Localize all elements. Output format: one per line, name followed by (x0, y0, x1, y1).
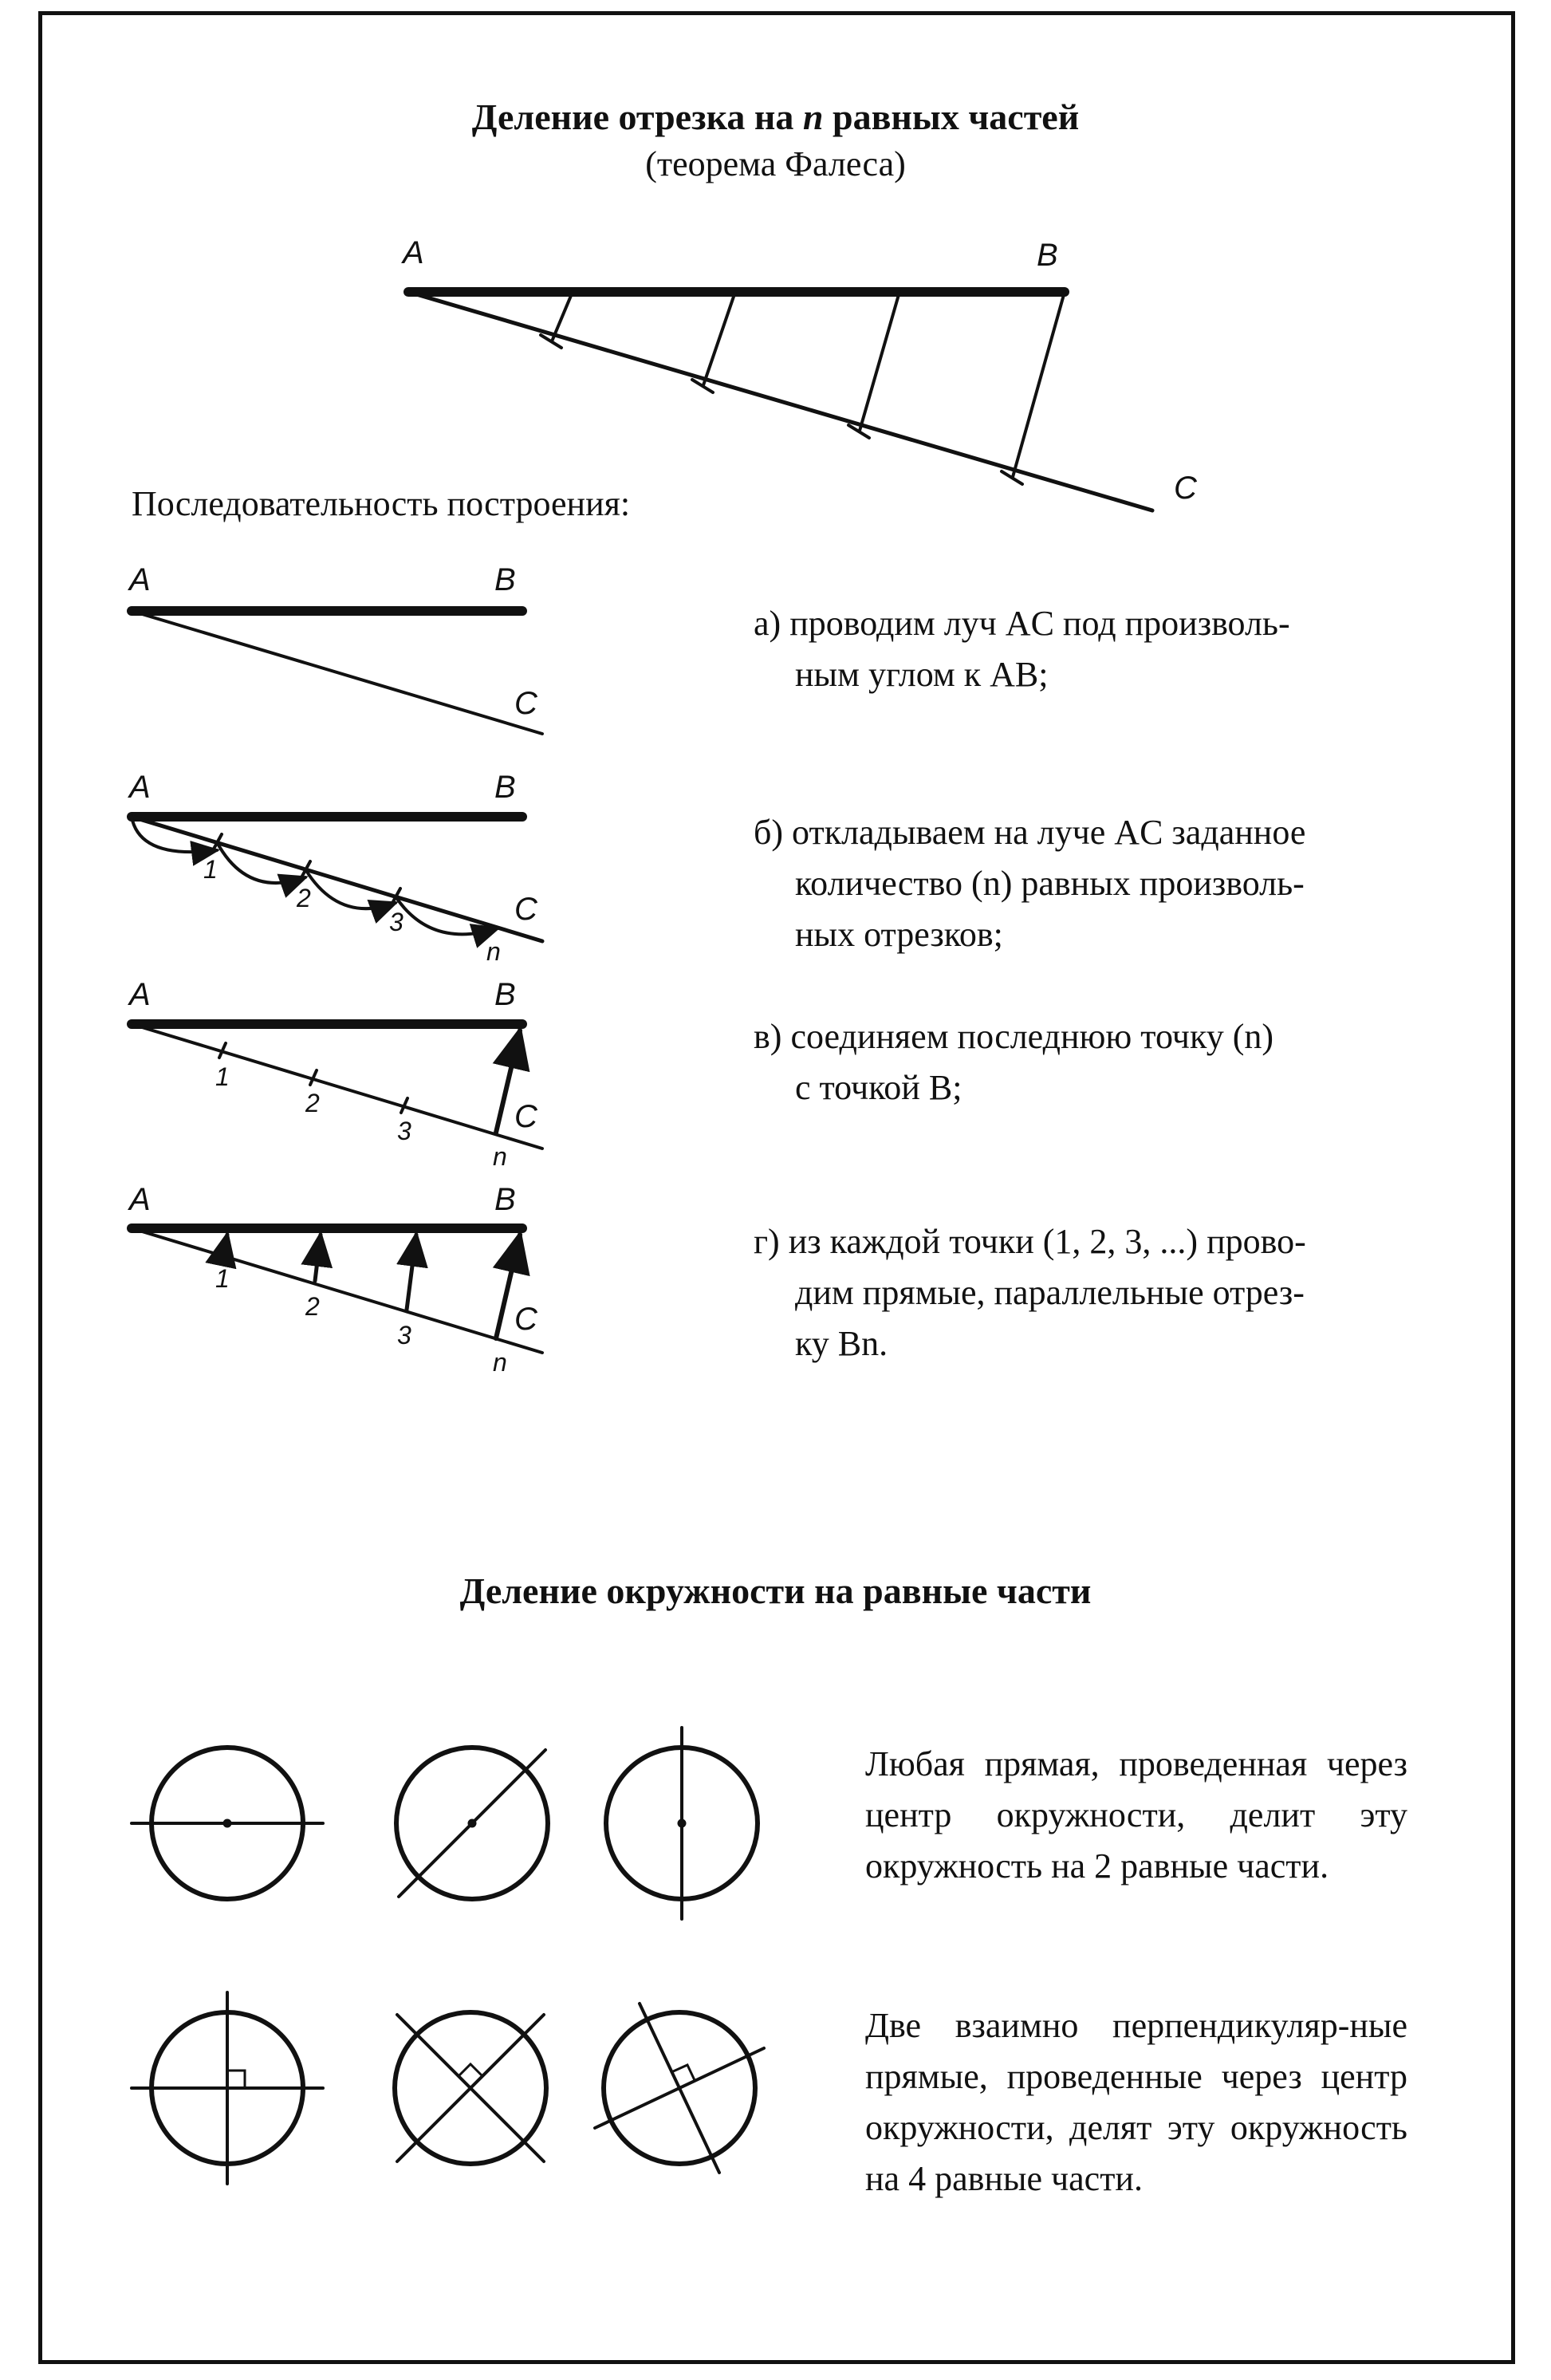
step-b-point-3: 3 (389, 908, 403, 936)
step-v-point-1: 1 (215, 1062, 230, 1091)
circle-text-2: Две взаимно перпендикуляр-ные прямые, проведенные через центр окружности, делят эту окружность на 4 равные части. (865, 2006, 1407, 2198)
step-a-label-a: A (129, 562, 151, 597)
step-v-label-a: A (129, 977, 151, 1012)
step-v-point-3: 3 (397, 1117, 411, 1145)
step-a-label-b: B (494, 562, 516, 597)
step-b-point-1: 1 (203, 855, 218, 884)
step-b-point-n: n (486, 937, 501, 966)
step-a-text: а) проводим луч AC под произволь- ным углом к AB; (754, 604, 1290, 694)
step-v-label-b: B (494, 977, 516, 1012)
section1-subtitle: (теорема Фалеса) (645, 144, 906, 183)
step-g-point-3: 3 (397, 1321, 411, 1350)
step-g-point-1: 1 (215, 1264, 230, 1293)
circle-figure-5 (395, 2012, 546, 2164)
circle-figure-6 (595, 2004, 764, 2173)
circle-text-1: Любая прямая, проведенная через центр окружности, делит эту окружность на 2 равные части. (865, 1744, 1407, 1885)
circle-figure-2 (396, 1748, 548, 1899)
step-b-text: б) откладываем на луче AC заданное количество (n) равных произволь- ных отрезков; (754, 813, 1306, 954)
label-a: A (403, 235, 424, 270)
section2-title: Деление окружности на равные части (459, 1570, 1092, 1611)
step-b-label-b: B (494, 770, 516, 805)
circle-figure-4 (132, 1992, 323, 2184)
step-g-point-n: n (493, 1348, 507, 1377)
step-g-point-2: 2 (305, 1292, 320, 1321)
step-g-figure (132, 1228, 542, 1353)
step-b-label-c: C (514, 892, 537, 927)
step-v-label-c: C (514, 1099, 537, 1134)
step-v-point-n: n (493, 1142, 507, 1171)
label-b: B (1037, 238, 1058, 273)
label-c: C (1174, 471, 1197, 506)
circle-figure-3 (606, 1728, 758, 1919)
section1-title: Деление отрезка на n равных частей (471, 97, 1080, 137)
step-v-text: в) соединяем последнюю точку (n) с точкой B; (754, 1017, 1273, 1107)
step-b-point-2: 2 (297, 884, 311, 912)
step-g-label-b: B (494, 1182, 516, 1217)
step-a-figure (132, 611, 542, 734)
step-a-label-c: C (514, 686, 537, 721)
step-g-label-c: C (514, 1302, 537, 1337)
sequence-heading: Последовательность построения: (132, 484, 631, 523)
main-segment-figure (408, 292, 1152, 510)
circle-figure-1 (132, 1748, 323, 1899)
step-g-label-a: A (129, 1182, 151, 1217)
step-v-point-2: 2 (305, 1089, 320, 1117)
step-v-figure (132, 1024, 542, 1149)
step-b-figure (132, 817, 542, 941)
step-b-label-a: A (129, 770, 151, 805)
step-g-text: г) из каждой точки (1, 2, 3, ...) прово- дим прямые, параллельные отрез- ку Bn. (754, 1222, 1306, 1363)
